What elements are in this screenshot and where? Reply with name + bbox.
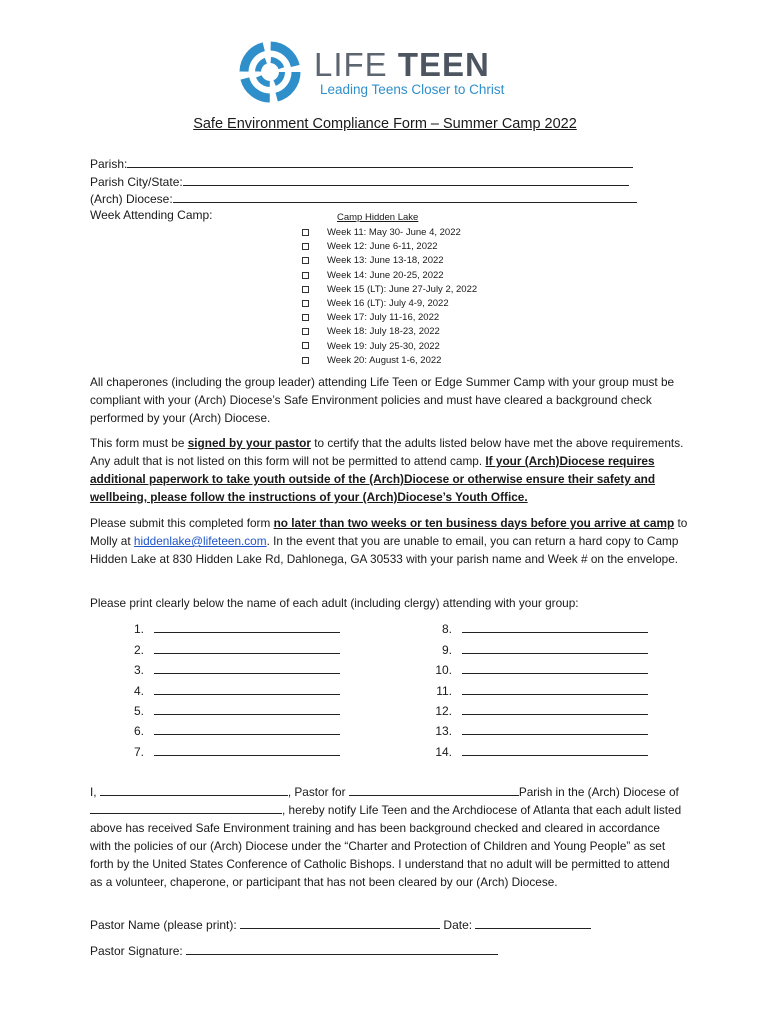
week-option[interactable]: Week 12: June 6-11, 2022 [302,240,477,254]
adult-name-line[interactable]: 10. [430,662,648,677]
checkbox-icon[interactable] [302,357,309,364]
city-state-line[interactable] [183,174,629,186]
week-option[interactable]: Week 20: August 1-6, 2022 [302,354,477,368]
brand-name [314,46,490,84]
pastor-signature-label: Pastor Signature: [90,944,183,958]
checkbox-icon[interactable] [302,342,309,349]
adult-name-line[interactable]: 14. [430,744,648,759]
checkbox-icon[interactable] [302,314,309,321]
adult-name-line[interactable]: 3. [120,662,340,677]
brand-teen: TEEN [397,46,490,83]
diocese-label: (Arch) Diocese: [90,192,173,206]
week-option[interactable]: Week 15 (LT): June 27-July 2, 2022 [302,283,477,297]
signature-requirement-paragraph: This form must be signed by your pastor to certify that the adults listed below have met the above requirements. Any adult that is not listed on this form will not be permitted to attend camp. If your (Arch)Diocese requires additional paperwork to take youth outside of the (Arch)Diocese or otherwise ensure their safety and wellbeing, please follow the instructions of your (Arch)Diocese’s Youth Office. [90,436,684,504]
adult-name-line[interactable]: 9. [430,642,648,657]
city-state-field[interactable] [90,174,629,189]
pastor-certification: I, , Pastor for Parish in the (Arch) Diocese of , hereby notify Life Teen and the Archdiocese of Atlanta that each adult listed above has received Safe Environment training and has been background checked and cleared in accordance with the policies of our (Arch) Diocese under the “Charter and Protection of Children and Young People” as set forth by the United States Conference of Catholic Bishops. I understand that no adult will be permitted to attend as a volunteer, chaperone, or participant that has not been cleared by our (Arch) Diocese. [90,785,682,889]
adult-name-line[interactable]: 2. [120,642,340,657]
diocese-line[interactable] [173,191,637,203]
checkbox-icon[interactable] [302,257,309,264]
parish-name-blank[interactable] [349,784,519,796]
week-attending-label: Week Attending Camp: [90,208,213,222]
week-option[interactable]: Week 17: July 11-16, 2022 [302,311,477,325]
adult-name-line[interactable]: 8. [430,621,648,636]
week-option[interactable]: Week 13: June 13-18, 2022 [302,254,477,268]
pastor-name-label: Pastor Name (please print): [90,918,237,932]
print-names-instruction: Please print clearly below the name of each adult (including clergy) attending with your group: [90,596,579,610]
week-option[interactable]: Week 14: June 20-25, 2022 [302,269,477,283]
checkbox-icon[interactable] [302,286,309,293]
date-label: Date: [443,918,473,932]
diocese-name-blank[interactable] [90,802,282,814]
adult-name-line[interactable]: 1. [120,621,340,636]
submission-paragraph: Please submit this completed form no later than two weeks or ten business days before you arrive at camp to Molly at hiddenlake@lifeteen.com. In the event that you are unable to email, you can return a hard copy to Camp Hidden Lake at 830 Hidden Lake Rd, Dahlonega, GA 30533 with your parish name and Week # on the envelope. [90,516,688,566]
parish-label: Parish: [90,157,128,171]
checkbox-icon[interactable] [302,229,309,236]
diocese-paperwork-emphasis: If your (Arch)Diocese requires additional paperwork to take youth outside of the (Arch)Diocese or otherwise ensure their safety and wellbeing, please follow the instructions of your (Arch)Diocese’s Youth Office. [90,454,656,504]
pastor-name-input[interactable] [240,917,440,929]
week-checklist [302,226,477,368]
city-state-label: Parish City/State: [90,175,183,189]
adult-name-line[interactable]: 11. [430,683,648,698]
date-input[interactable] [475,917,591,929]
adult-name-line[interactable]: 13. [430,723,648,738]
diocese-field[interactable] [90,191,637,206]
camp-hidden-lake-heading: Camp Hidden Lake [337,212,419,223]
pastor-signature-row [90,943,498,958]
signed-by-pastor-emphasis: signed by your pastor [187,436,311,450]
week-option[interactable]: Week 18: July 18-23, 2022 [302,325,477,339]
adult-name-line[interactable]: 6. [120,723,340,738]
checkbox-icon[interactable] [302,243,309,250]
form-title: Safe Environment Compliance Form – Summer Camp 2022 [193,116,577,132]
checkbox-icon[interactable] [302,300,309,307]
life-teen-logo [238,40,538,102]
week-option[interactable]: Week 16 (LT): July 4-9, 2022 [302,297,477,311]
week-option[interactable]: Week 11: May 30- June 4, 2022 [302,226,477,240]
pastor-name-date-row [90,917,591,932]
pastor-signature-input[interactable] [186,943,498,955]
parish-line[interactable] [127,156,633,168]
adult-name-line[interactable]: 5. [120,703,340,718]
pastor-name-blank[interactable] [100,784,288,796]
life-teen-swirl-icon [238,40,302,104]
adult-name-line[interactable]: 4. [120,683,340,698]
adult-name-line[interactable]: 12. [430,703,648,718]
brand-tagline: Leading Teens Closer to Christ [320,82,505,97]
adult-name-line[interactable]: 7. [120,744,340,759]
checkbox-icon[interactable] [302,328,309,335]
checkbox-icon[interactable] [302,272,309,279]
email-link[interactable]: hiddenlake@lifeteen.com [133,534,267,548]
parish-field[interactable] [90,156,633,171]
deadline-emphasis: no later than two weeks or ten business days before you arrive at camp [273,516,675,530]
brand-life: LIFE [314,46,388,83]
week-option[interactable]: Week 19: July 25-30, 2022 [302,340,477,354]
chaperone-paragraph: All chaperones (including the group leader) attending Life Teen or Edge Summer Camp with your group must be compliant with your (Arch) Diocese’s Safe Environment policies and must have cleared a background check performed by your (Arch) Diocese. [90,375,675,425]
